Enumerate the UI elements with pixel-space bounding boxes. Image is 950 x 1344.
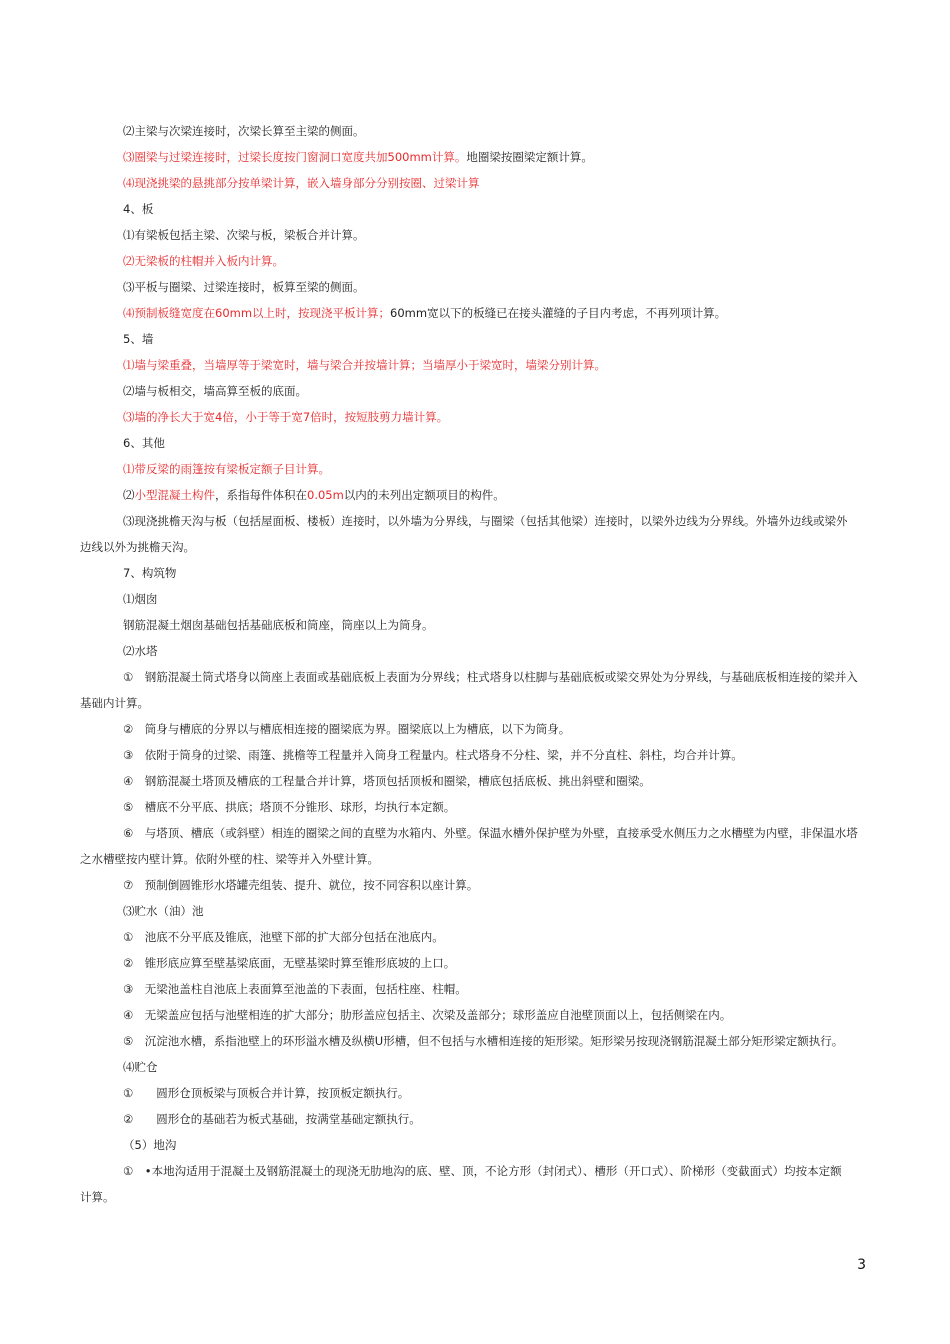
- text-segment: ① 钢筋混凝土筒式塔身以筒座上表面或基础底板上表面为分界线；柱式塔身以柱脚与基础底板或梁交界处为分界线，与基础底板相连接的梁并入: [123, 670, 858, 684]
- text-segment: ⑵水塔: [123, 644, 158, 658]
- text-segment: ⑶平板与圈梁、过梁连接时，板算至梁的侧面。: [123, 280, 365, 294]
- text-line: [80, 274, 875, 300]
- text-line: [80, 872, 875, 898]
- text-line: [80, 404, 875, 430]
- text-line: [80, 118, 875, 144]
- text-line: [80, 586, 875, 612]
- text-line: [80, 378, 875, 404]
- text-segment: ⑤ 槽底不分平底、拱底；塔顶不分锥形、球形，均执行本定额。: [123, 800, 456, 814]
- text-line: [80, 820, 875, 846]
- text-segment: ⑶现浇挑檐天沟与板（包括屋面板、楼板）连接时，以外墙为分界线，与圈梁（包括其他梁）连接时，以梁外边线为分界线。外墙外边线或梁外: [123, 514, 848, 528]
- text-line: [80, 300, 875, 326]
- highlighted-text: ⑴墙与梁重叠，当墙厚等于梁宽时，墙与梁合并按墙计算；当墙厚小于梁宽时，墙梁分别计算。: [123, 358, 606, 372]
- text-segment: ⑴烟囱: [123, 592, 158, 606]
- text-line: [80, 976, 875, 1002]
- text-line: [80, 248, 875, 274]
- text-segment: ⑶贮水（油）池: [123, 904, 204, 918]
- text-segment: 地圈梁按圈梁定额计算。: [466, 150, 593, 164]
- text-segment: （5）地沟: [123, 1138, 177, 1152]
- text-segment: ⑴有梁板包括主梁、次梁与板，梁板合并计算。: [123, 228, 365, 242]
- text-line: [80, 482, 875, 508]
- text-segment: ① 圆形仓顶板梁与顶板合并计算，按顶板定额执行。: [123, 1086, 410, 1100]
- text-segment: 4、板: [123, 202, 154, 216]
- text-line: [80, 742, 875, 768]
- text-line: [80, 144, 875, 170]
- text-line: [80, 612, 875, 638]
- highlighted-text: 小型混凝土构件: [134, 488, 215, 502]
- text-line: [80, 768, 875, 794]
- text-segment: ② 筒身与槽底的分界以与槽底相连接的圈梁底为界。圈梁底以上为槽底，以下为筒身。: [123, 722, 571, 736]
- text-line: [80, 1028, 875, 1054]
- text-segment: ① 池底不分平底及锥底，池壁下部的扩大部分包括在池底内。: [123, 930, 444, 944]
- highlighted-text: ⑵无梁板的柱帽并入板内计算。: [123, 254, 284, 268]
- text-segment: ⑵墙与板相交，墙高算至板的底面。: [123, 384, 307, 398]
- text-line: [80, 1080, 875, 1106]
- highlighted-text: ⑷现浇挑梁的悬挑部分按单梁计算，嵌入墙身部分分别按圈、过梁计算: [123, 176, 480, 190]
- highlighted-text: 0.05m: [307, 488, 344, 502]
- highlighted-text: ⑶圈梁与过梁连接时，过梁长度按门窗洞口宽度共加500mm计算。: [123, 150, 467, 164]
- text-segment: ③ 依附于筒身的过梁、雨篷、挑檐等工程量并入筒身工程量内。柱式塔身不分柱、梁，并不分直柱、斜柱，均合并计算。: [123, 748, 743, 762]
- text-line: [80, 352, 875, 378]
- document-body: [80, 118, 875, 1210]
- text-line: [80, 716, 875, 742]
- text-segment: 7、构筑物: [123, 566, 177, 580]
- highlighted-text: ⑴带反梁的雨篷按有梁板定额子目计算。: [123, 462, 330, 476]
- text-line: [80, 1132, 875, 1158]
- text-line: [80, 1002, 875, 1028]
- text-segment: ⑵主梁与次梁连接时，次梁长算至主梁的侧面。: [123, 124, 365, 138]
- text-line: [80, 898, 875, 924]
- text-line: [80, 222, 875, 248]
- text-segment: ② 圆形仓的基础若为板式基础，按满堂基础定额执行。: [123, 1112, 421, 1126]
- text-segment: 6、其他: [123, 436, 165, 450]
- text-segment: 边线以外为挑檐天沟。: [80, 540, 195, 554]
- text-segment: 60mm宽以下的板缝已在接头灌缝的子目内考虑，不再列项计算。: [390, 306, 727, 320]
- text-segment: ④ 无梁盖应包括与池壁相连的扩大部分；肋形盖应包括主、次梁及盖部分；球形盖应自池壁顶面以上，包括侧梁在内。: [123, 1008, 732, 1022]
- text-line: [80, 534, 875, 560]
- text-line: [80, 794, 875, 820]
- text-line: [80, 1158, 875, 1184]
- text-segment: ④ 钢筋混凝土塔顶及槽底的工程量合并计算，塔顶包括顶板和圈梁，槽底包括底板、挑出斜壁和圈梁。: [123, 774, 651, 788]
- text-segment: 以内的未列出定额项目的构件。: [343, 488, 505, 502]
- text-line: [80, 664, 875, 690]
- text-segment: ③ 无梁池盖柱自池底上表面算至池盖的下表面，包括柱座、柱帽。: [123, 982, 467, 996]
- text-segment: 5、墙: [123, 332, 154, 346]
- text-line: [80, 170, 875, 196]
- text-segment: ，系指每件体积在: [215, 488, 307, 502]
- text-line: [80, 196, 875, 222]
- text-line: [80, 950, 875, 976]
- text-line: [80, 326, 875, 352]
- text-line: [80, 690, 875, 716]
- text-segment: 钢筋混凝土烟囱基础包括基础底板和筒座，筒座以上为筒身。: [123, 618, 434, 632]
- text-line: [80, 924, 875, 950]
- text-segment: ② 锥形底应算至壁基梁底面，无壁基梁时算至锥形底坡的上口。: [123, 956, 456, 970]
- text-line: [80, 456, 875, 482]
- text-segment: ⑥ 与塔顶、槽底（或斜壁）相连的圈梁之间的直壁为水箱内、外壁。保温水槽外保护壁为外壁，直接承受水侧压力之水槽壁为内壁，非保温水塔: [123, 826, 858, 840]
- page-number: 3: [857, 1257, 866, 1273]
- text-line: [80, 638, 875, 664]
- text-segment: ⑷贮仓: [123, 1060, 158, 1074]
- text-line: [80, 846, 875, 872]
- text-segment: 基础内计算。: [80, 696, 149, 710]
- text-segment: ⑦ 预制倒圆锥形水塔罐壳组装、提升、就位，按不同容积以座计算。: [123, 878, 479, 892]
- highlighted-text: ⑶墙的净长大于宽4倍，小于等于宽7倍时，按短肢剪力墙计算。: [123, 410, 449, 424]
- text-line: [80, 508, 875, 534]
- text-segment: ① •本地沟适用于混凝土及钢筋混凝土的现浇无肋地沟的底、壁、顶，不论方形（封闭式）、槽形（开口式）、阶梯形（变截面式）均按本定额: [123, 1164, 842, 1178]
- text-segment: ⑵: [123, 488, 135, 502]
- text-line: [80, 560, 875, 586]
- text-segment: 计算。: [80, 1190, 115, 1204]
- text-line: [80, 1054, 875, 1080]
- highlighted-text: ⑷预制板缝宽度在60mm以上时，按现浇平板计算；: [123, 306, 391, 320]
- text-line: [80, 1106, 875, 1132]
- text-segment: 之水槽壁按内壁计算。依附外壁的柱、梁等并入外壁计算。: [80, 852, 379, 866]
- text-line: [80, 430, 875, 456]
- text-segment: ⑤ 沉淀池水槽，系指池壁上的环形溢水槽及纵横U形槽，但不包括与水槽相连接的矩形梁。矩形梁另按现浇钢筋混凝土部分矩形梁定额执行。: [123, 1034, 844, 1048]
- text-line: [80, 1184, 875, 1210]
